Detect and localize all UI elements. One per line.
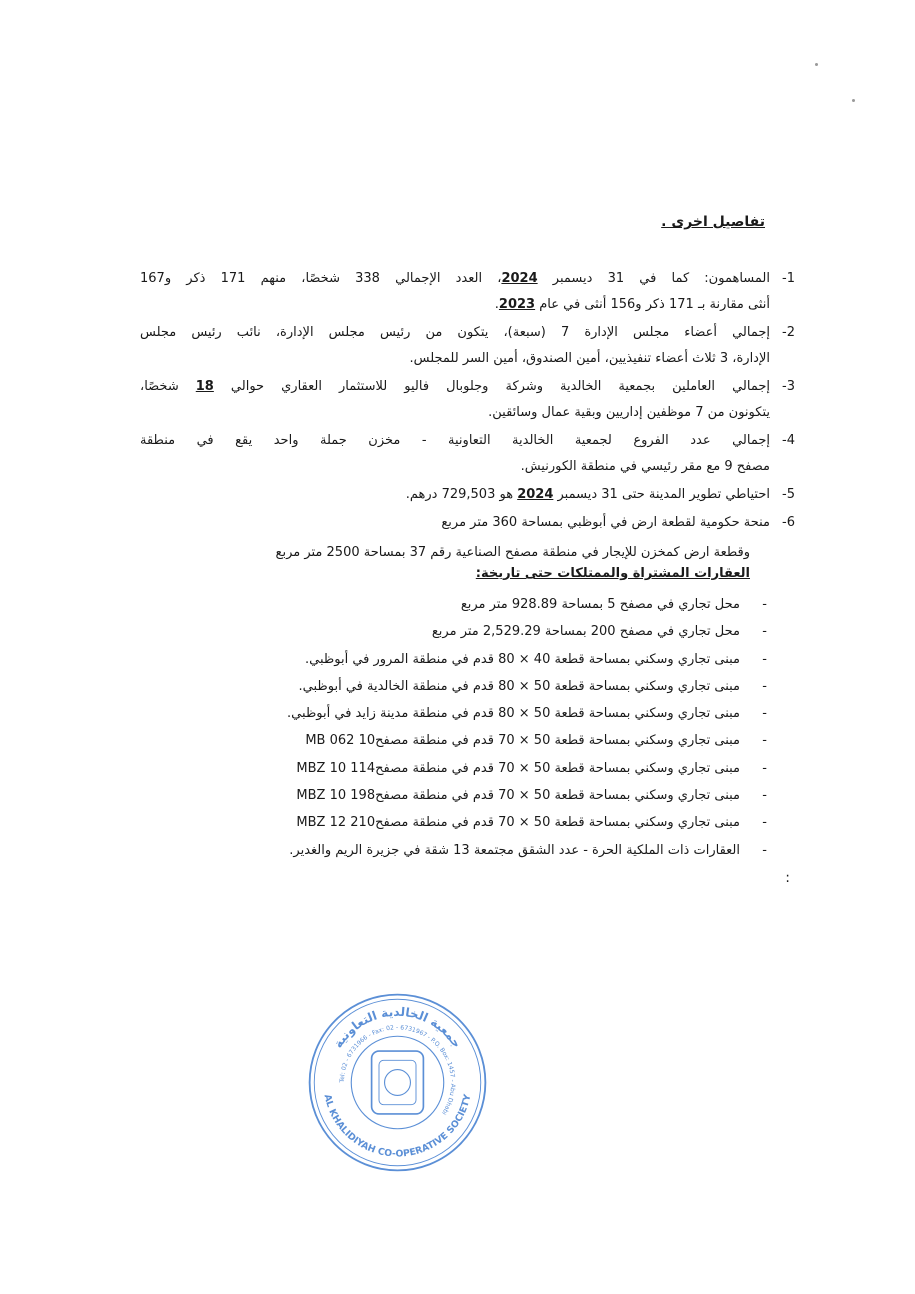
property-item bbox=[147, 700, 767, 727]
item-number: -1 bbox=[782, 271, 795, 286]
item-text-line: إجمالي أعضاء مجلس الإدارة 7 (سبعة)، يتكون من رئيس مجلس الإدارة، نائب رئيس مجلس bbox=[140, 325, 770, 340]
property-text: مبنى تجاري وسكني بمساحة قطعة 50 × 80 قدم في منطقة مدينة زايد في أبوظبي. bbox=[287, 706, 740, 722]
property-item bbox=[147, 809, 767, 836]
list-item bbox=[140, 428, 795, 480]
underlined-value: 18 bbox=[195, 379, 214, 394]
list-item bbox=[140, 482, 795, 508]
bullet-dash: - bbox=[762, 842, 767, 858]
list-item bbox=[140, 266, 795, 318]
property-text: محل تجاري في مصفح 200 بمساحة 2,529.29 متر مربع bbox=[431, 624, 740, 640]
bullet-dash: - bbox=[762, 678, 767, 694]
item-text-line: احتياطي تطوير المدينة حتى 31 ديسمبر 2024 هو 729,503 درهم. bbox=[405, 487, 770, 502]
item-number: -3 bbox=[782, 379, 795, 394]
property-item bbox=[147, 591, 767, 618]
list-item bbox=[140, 510, 795, 536]
bullet-dash: - bbox=[762, 651, 767, 667]
property-item bbox=[147, 618, 767, 645]
trailing-colon: : bbox=[785, 870, 790, 886]
list-item bbox=[140, 374, 795, 426]
property-text: محل تجاري في مصفح 5 بمساحة 928.89 متر مربع bbox=[460, 597, 740, 612]
property-item bbox=[147, 837, 767, 864]
property-item bbox=[147, 782, 767, 809]
item-number: -5 bbox=[782, 487, 795, 502]
property-text: مبنى تجاري وسكني بمساحة قطعة 40 × 80 قدم في منطقة المرور في أبوظبي. bbox=[305, 651, 740, 667]
scan-speck bbox=[815, 63, 818, 66]
underlined-value: 2023 bbox=[498, 297, 536, 312]
list-item bbox=[140, 320, 795, 372]
company-stamp-seal bbox=[305, 990, 490, 1175]
underlined-value: 2024 bbox=[501, 271, 538, 286]
stamp-arabic-text: جمعية الخالدية التعاونية bbox=[330, 1004, 465, 1051]
properties-heading: العقارات المشتراة والممتلكات حتى تاريخة: bbox=[475, 566, 750, 581]
item-text-line: إجمالي العاملين بجمعية الخالدية وشركة وجلوبال فاليو للاستثمار العقاري حوالي 18 شخصًا، bbox=[140, 379, 770, 394]
property-item bbox=[147, 727, 767, 754]
svg-text:Tel: 02 - 6731966 - Fax: 02 - bbox=[339, 1024, 456, 1116]
properties-list bbox=[147, 591, 767, 864]
property-item bbox=[147, 646, 767, 673]
bullet-dash: - bbox=[762, 733, 767, 749]
bullet-dash: - bbox=[762, 760, 767, 776]
item-6-continuation: وقطعة ارض كمخزن للإيجار في منطقة مصفح الصناعية رقم 37 بمساحة 2500 متر مربع bbox=[275, 545, 750, 560]
property-text: مبنى تجاري وسكني بمساحة قطعة 50 × 70 قدم في منطقة مصفح210 MBZ 12 bbox=[296, 815, 740, 831]
item-text-line: يتكونون من 7 موظفين إداريين وبقية عمال وسائقين. bbox=[488, 405, 770, 420]
item-number: -6 bbox=[782, 515, 795, 530]
bullet-dash: - bbox=[762, 597, 767, 612]
property-text: مبنى تجاري وسكني بمساحة قطعة 50 × 80 قدم في منطقة الخالدية في أبوظبي. bbox=[298, 678, 740, 694]
section-heading: تفاصيل اخرى . bbox=[661, 214, 765, 230]
property-text: مبنى تجاري وسكني بمساحة قطعة 50 × 70 قدم في منطقة مصفح114 MBZ 10 bbox=[296, 760, 740, 776]
property-text: العقارات ذات الملكية الحرة - عدد الشقق مجتمعة 13 شقة في جزيرة الريم والغدير. bbox=[289, 842, 740, 858]
bullet-dash: - bbox=[762, 788, 767, 804]
stamp-contact-text: Tel: 02 - 6731966 - Fax: 02 - 6731967 - P.O. Box: 1457 - Abu Dhabi bbox=[338, 1024, 457, 1116]
underlined-value: 2024 bbox=[517, 487, 554, 502]
stamp-english-text: AL KHALIDIYAH CO-OPERATIVE SOCIETY bbox=[321, 1093, 474, 1160]
item-text-line: الإدارة، 3 ثلاث أعضاء تنفيذيين، أمين الصندوق، أمين السر للمجلس. bbox=[409, 351, 770, 366]
bullet-dash: - bbox=[762, 624, 767, 640]
item-text-line: أنثى مقارنة بـ 171 ذكر و156 أنثى في عام 2023. bbox=[494, 297, 770, 312]
scan-speck bbox=[852, 99, 855, 102]
property-text: مبنى تجاري وسكني بمساحة قطعة 50 × 70 قدم في منطقة مصفح10 MB 062 bbox=[305, 733, 740, 749]
bullet-dash: - bbox=[762, 706, 767, 722]
item-text-line: مصفح 9 مع مقر رئيسي في منطقة الكورنيش. bbox=[520, 459, 770, 474]
item-text-line: إجمالي عدد الفروع لجمعية الخالدية التعاونية - مخزن جملة واحد يقع في منطقة bbox=[140, 433, 770, 448]
property-item bbox=[147, 673, 767, 700]
item-number: -2 bbox=[782, 325, 795, 340]
item-text-line: منحة حكومية لقطعة ارض في أبوظبي بمساحة 360 متر مربع bbox=[441, 515, 770, 530]
item-number: -4 bbox=[782, 433, 795, 448]
property-item bbox=[147, 755, 767, 782]
property-text: مبنى تجاري وسكني بمساحة قطعة 50 × 70 قدم في منطقة مصفح198 MBZ 10 bbox=[296, 788, 740, 804]
item-text-line: المساهمون: كما في 31 ديسمبر 2024، العدد الإجمالي 338 شخصًا، منهم 171 ذكر و167 bbox=[140, 271, 770, 286]
bullet-dash: - bbox=[762, 815, 767, 831]
